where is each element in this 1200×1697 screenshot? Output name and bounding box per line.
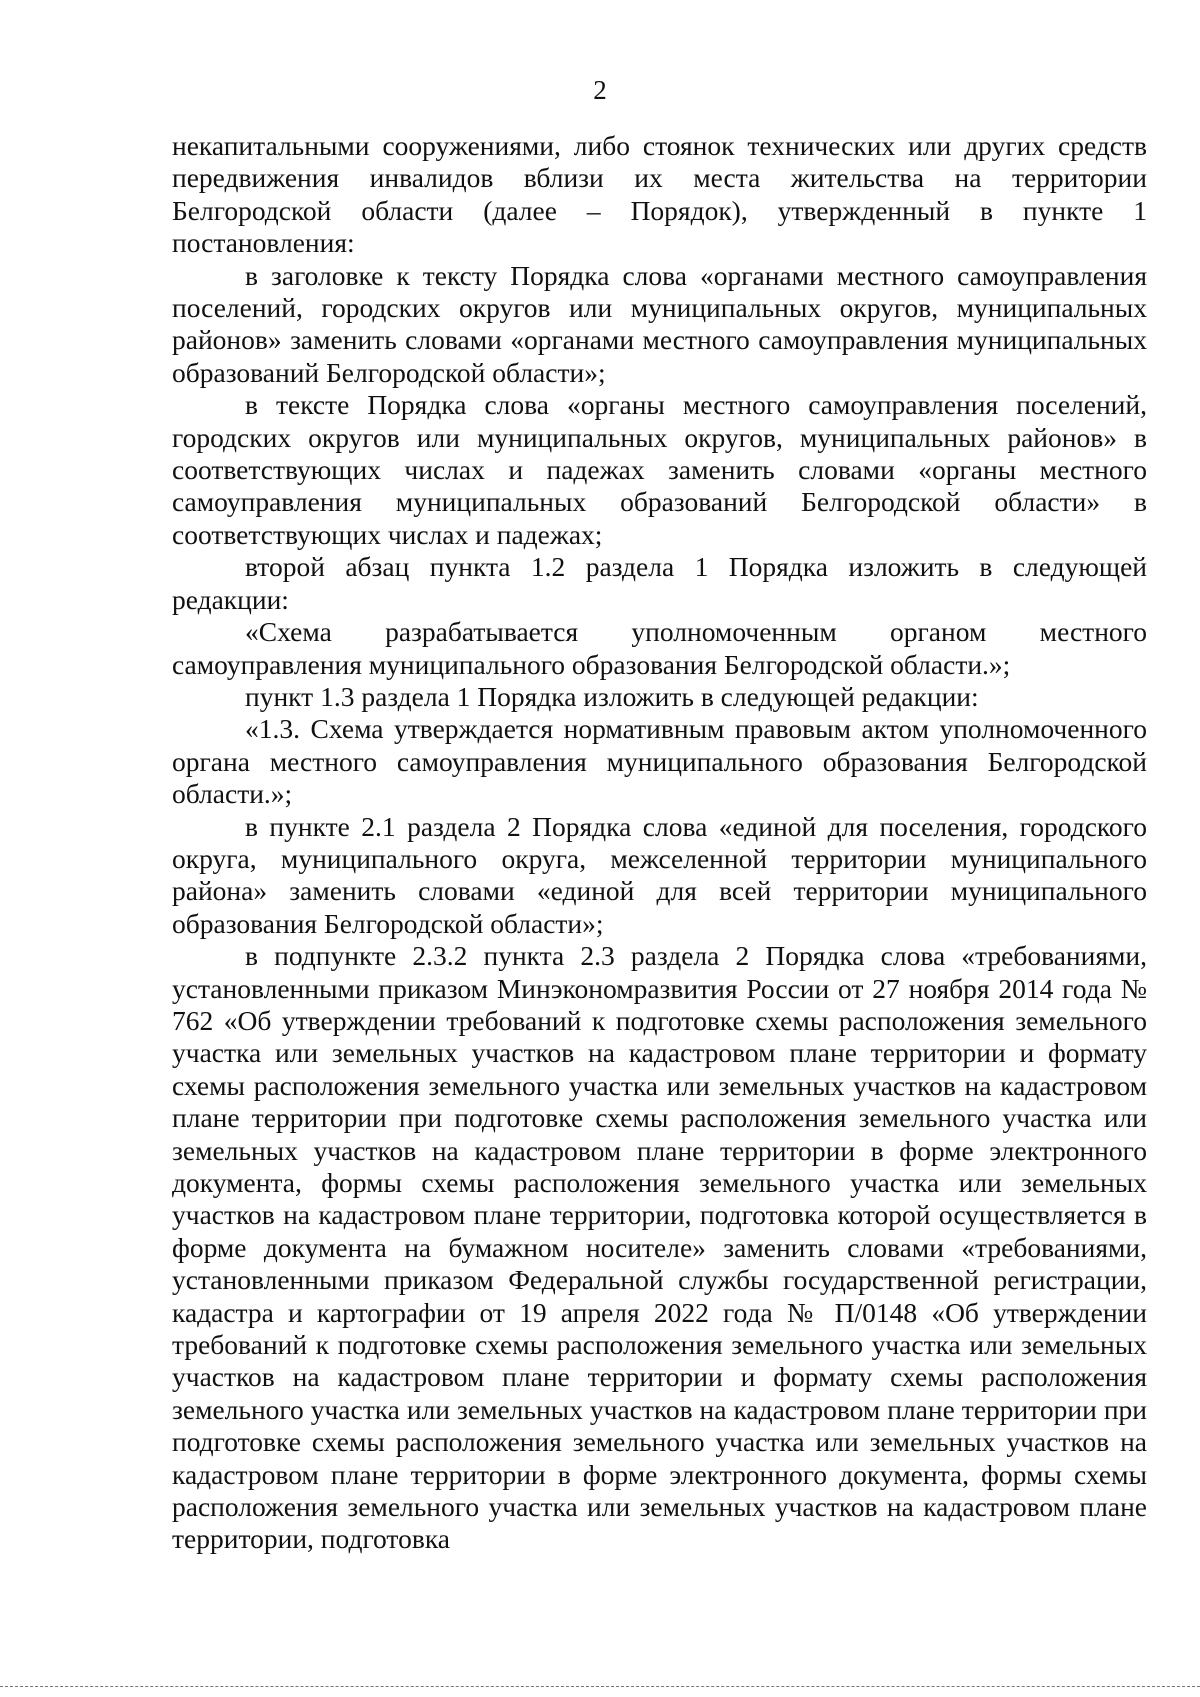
paragraph-clause-1-3-intro: пункт 1.3 раздела 1 Порядка изложить в следующей редакции: [245,680,979,712]
paragraph-title-amendment: в заголовке к тексту Порядка слова «органами местного самоуправления поселений, городских округов или муниципальных округов, муниципальных районов» заменить словами «органами местного самоуправления муниципальных образований Белгородской области»; [172,259,1147,388]
paragraph-subclause-2-3-2: в подпункте 2.3.2 пункта 2.3 раздела 2 Порядка слова «требованиями, установленными приказом Минэкономразвития России от 27 ноября 2014 года № 762 «Об утверждении требований к подготовке схемы расположения земельного участка или земельных участков на кадастровом плане территории и формату схемы расположения земельного участка или земельных участков на кадастровом плане территории при подготовке схемы расположения земельного участка или земельных участков на кадастровом плане территории в форме электронного документа, формы схемы расположения земельного участка или земельных участков на кадастровом плане территории, подготовка которой осуществляется в форме документа на бумажном носителе» заменить словами «требованиями, установленными приказом Федеральной службы государственной регистрации, кадастра и картографии от 19 апреля 2022 года № П/0148 «Об утверждении требований к подготовке схемы расположения земельного участка или земельных участков на кадастровом плане территории и формату схемы расположения земельного участка или земельных участков на кадастровом плане территории при подготовке схемы расположения земельного участка или земельных участков на кадастровом плане территории в форме электронного документа, формы схемы расположения земельного участка или земельных участков на кадастровом плане территории, подготовка [172,940,1147,1555]
paragraph-clause-2-1: в пункте 2.1 раздела 2 Порядка слова «единой для поселения, городского округа, муниципального округа, межселенной территории муниципального района» заменить словами «единой для всей территории муниципального образования Белгородской области»; [172,810,1147,939]
paragraph-text-amendment: в тексте Порядка слова «органы местного самоуправления поселений, городских округов или муниципальных округов, муниципальных районов» в соответствующих числах и падежах заменить словами «органы местного самоуправления муниципальных образований Белгородской области» в соответствующих числах и падежах; [172,389,1147,550]
page-bottom-edge [0,1686,1200,1687]
paragraph-clause-1-2-text: «Схема разрабатывается уполномоченным органом местного самоуправления муниципального образования Белгородской области.»; [172,616,1147,680]
paragraph-clause-1-2-intro: второй абзац пункта 1.2 раздела 1 Порядка изложить в следующей редакции: [172,551,1147,615]
page-number: 2 [593,75,607,105]
paragraph-clause-1-3-text: «1.3. Схема утверждается нормативным правовым актом уполномоченного органа местного самоуправления муниципального образования Белгородской области.»; [172,713,1147,810]
paragraph-continuation: некапитальными сооружениями, либо стоянок технических или других средств передвижения инвалидов вблизи их места жительства на территории Белгородской области (далее – Порядок), утвержденный в пункте 1 постановления: [172,130,1147,259]
document-body [172,130,1147,1556]
